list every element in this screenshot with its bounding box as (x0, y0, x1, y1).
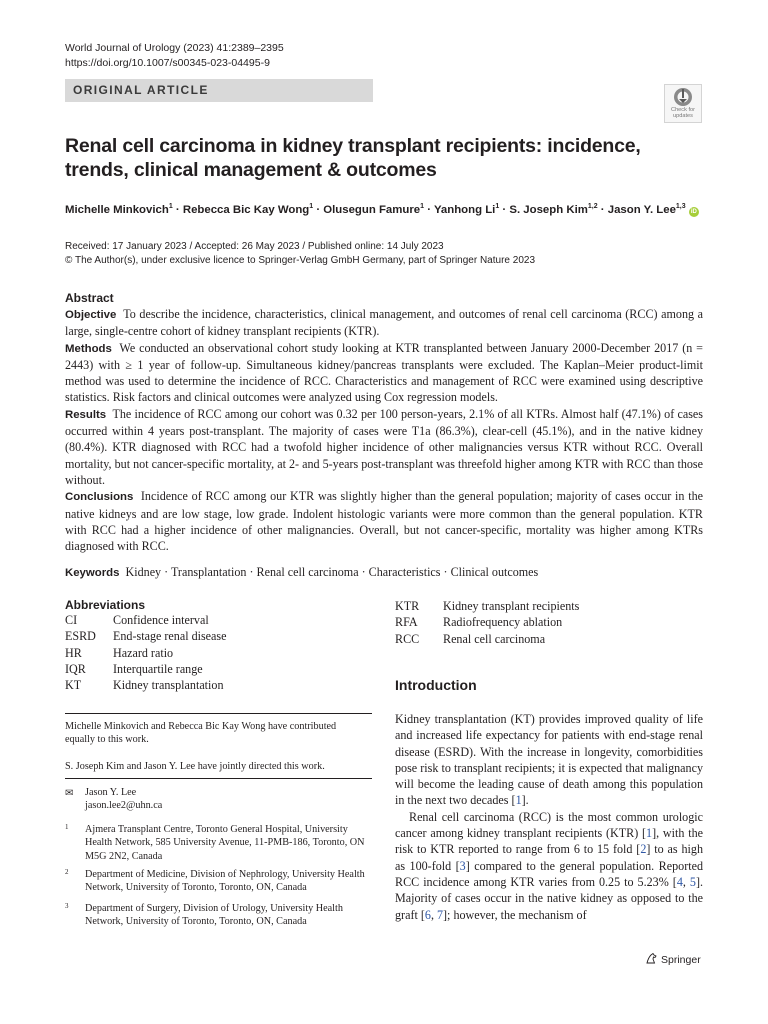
text-run: ]; however, the mechanism of (443, 907, 587, 922)
section-text: The incidence of RCC among our cohort was 0.32 per 100 person-years, 2.1% of all KTRs. Almost half (47.1%) of cases occurred within 4 years post-transplant. The majority of cases were T1a (86.3%), clear-cell (45.1%), and in the native kidney (80.4%). KTR diagnosed with RCC had a twofold higher incidence of other malignancies versus KTR without RCC. Overall mortality, but not cancer-specific mortality, at 2- and 5-years post-transplant was threefold higher among KTR with RCC than those without. (65, 406, 703, 487)
keywords-label: Keywords (65, 567, 120, 579)
section-text: We conducted an observational cohort study looking at KTR transplanted between January 2000-December 2017 (n = 2443) with ≥ 1 year of follow-up. Simultaneous kidney/pancreas transplants were excluded. The Kaplan–Meier product-limit method was used to determine the incidence of RCC. Characteristics and management of RCC were examined using descriptive statistics. Risk factors and clinical outcomes were analyzed using Cox regression models. (65, 340, 703, 405)
definition: End-stage renal disease (113, 629, 227, 644)
orcid-icon[interactable]: iD (690, 208, 697, 215)
affiliation (65, 868, 365, 895)
abstract-results (65, 406, 703, 488)
abbreviation-row (65, 628, 227, 644)
affiliation-number: 2 (65, 868, 69, 876)
introduction-body (395, 711, 703, 923)
author-name[interactable]: Rebecca Bic Kay Wong (182, 203, 310, 216)
abbreviation-row (65, 661, 227, 677)
author-affiliation: 1,3 (675, 203, 686, 210)
check-for-updates-badge[interactable] (664, 84, 702, 123)
text-run: ], with the risk to KTR reported to range from 6 to 15 fold [ (395, 826, 703, 857)
abstract-methods (65, 340, 703, 406)
citation-link[interactable]: 7 (436, 907, 444, 922)
paragraph (395, 809, 703, 923)
text-run: Renal cell carcinoma (RCC) is the most common urologic cancer among kidney transplant recipients (KTR) [ (395, 809, 703, 841)
affiliation-number: 1 (65, 823, 69, 831)
author-name[interactable]: Olusegun Famure (323, 203, 421, 216)
affiliation-number: 3 (65, 902, 69, 910)
abbreviations-heading: Abbreviations (65, 598, 146, 612)
badge-line-1: Check for (671, 107, 695, 113)
author-affiliation: 1 (495, 203, 500, 210)
abbreviation: RCC (395, 631, 420, 646)
author-affiliation: 1 (420, 203, 425, 210)
section-label: Conclusions (65, 491, 134, 504)
text-run: ]. (521, 793, 529, 808)
citation-link[interactable]: 5 (689, 874, 696, 889)
author-name[interactable]: Michelle Minkovich (65, 203, 169, 216)
publisher-name: Springer (661, 954, 701, 966)
author-name[interactable]: S. Joseph Kim (509, 203, 588, 216)
text-run: Kidney transplantation (KT) provides improved quality of life and increased life expectancy for patients with end-stage renal disease (ESRD). With the increase in longevity, comorbidities pose risk to transplant recipients; it is expected that malignancy will become the leading cause of death among this population in the next two decades [ (395, 712, 703, 808)
abbreviation: RFA (395, 615, 418, 630)
citation-link[interactable]: 1 (515, 793, 522, 808)
springer-horse-icon (645, 952, 658, 965)
publication-dates (65, 240, 535, 268)
abbreviations-table (395, 598, 579, 647)
citation-link[interactable]: 1 (646, 826, 653, 841)
corresponding-name: Jason Y. Lee (85, 787, 137, 798)
affiliation-text: Department of Surgery, Division of Urology, University Health Network, University of Toronto, Toronto, ON, Canada (85, 903, 343, 928)
citation-link[interactable]: 6 (424, 907, 431, 922)
citation-link[interactable]: 4 (676, 874, 683, 889)
footnote-divider (65, 713, 372, 714)
corresponding-email[interactable]: jason.lee2@uhn.ca (85, 800, 163, 812)
definition: Kidney transplantation (113, 678, 224, 693)
definition: Hazard ratio (113, 645, 174, 660)
direction-note: S. Joseph Kim and Jason Y. Lee have jointly directed this work. (65, 761, 325, 772)
corresponding-author (65, 786, 365, 813)
badge-line-2: updates (673, 113, 693, 119)
section-text: Incidence of RCC among our KTR was slightly higher than the general population; majority of cases occur in the native kidneys and are low stage, low grade. Indolent histologic variants were more common than the general population. KTR with RCC had a higher incidence of other malignancies. Overall, but not cancer-specific, mortality was higher among KTRs diagnosed with RCC. (65, 489, 703, 554)
text-run: ] compared to the general population. Reported RCC incidence among KTR varies from 0.25 to 5.23% [ (395, 858, 703, 889)
affiliation-text: Ajmera Transplant Centre, Toronto General Hospital, University Health Network, 585 University Avenue, 11-PMB-186, Toronto, ON M5G 2N2, Canada (85, 824, 365, 862)
abstract-heading: Abstract (65, 291, 114, 305)
definition: Confidence interval (113, 613, 209, 627)
author-affiliation: 1,2 (587, 203, 598, 210)
publisher-footer (645, 952, 701, 966)
citation-link[interactable]: 2 (640, 842, 647, 857)
introduction-heading: Introduction (395, 677, 477, 693)
affiliation (65, 823, 365, 863)
abbreviations-right (395, 598, 579, 647)
contribution-note: Michelle Minkovich and Rebecca Bic Kay Wong have contributed equally to this work. (65, 721, 337, 746)
author-name[interactable]: Jason Y. Lee (607, 203, 676, 216)
text-run: , (682, 874, 690, 889)
journal-header (65, 41, 284, 71)
abbreviation: ESRD (65, 629, 96, 644)
abbreviation: KTR (395, 599, 420, 613)
keywords-text: Kidney · Transplantation · Renal cell carcinoma · Characteristics · Clinical outcomes (125, 565, 539, 579)
abbreviations-table (65, 612, 227, 693)
definition: Renal cell carcinoma (443, 631, 546, 646)
abstract-objective (65, 306, 703, 340)
abbreviation-row (395, 631, 579, 647)
paragraph (395, 711, 703, 809)
doi-link[interactable]: https://doi.org/10.1007/s00345-023-04495-9 (65, 57, 270, 69)
definition: Kidney transplant recipients (443, 599, 580, 613)
abbreviation: IQR (65, 661, 86, 676)
footnote-divider (65, 778, 372, 779)
abbreviation: KT (65, 678, 82, 693)
abbreviation: HR (65, 645, 82, 660)
author-affiliation: 1 (309, 203, 314, 210)
section-text: To describe the incidence, characteristics, clinical management, and outcomes of renal cell carcinoma (RCC) among a large, single-centre cohort of kidney transplant recipients (KTR). (65, 307, 703, 339)
update-icon (673, 87, 693, 107)
abbreviation-row (65, 677, 227, 693)
abstract-conclusions (65, 488, 703, 554)
abbreviation: CI (65, 613, 78, 627)
text-run: ] to as high as 100-fold [ (395, 842, 703, 873)
date-history: Received: 17 January 2023 / Accepted: 26 May 2023 / Published online: 14 July 2023 (65, 241, 444, 252)
article-title: Renal cell carcinoma in kidney transplant recipients: incidence, trends, clinical management & outcomes (65, 135, 641, 181)
article-type-label: ORIGINAL ARTICLE (73, 83, 209, 97)
section-label: Results (65, 408, 107, 421)
keywords-line (65, 565, 705, 580)
abbreviation-row (65, 645, 227, 661)
author-list: Michelle Minkovich$^1$ · Rebecca Bic Kay Wong$^1$ · Olusegun Famure$^1$ · Yanhong $Li^1 \cdot S$. Joseph Kim$^{1,2}$ · Jason Y. Lee$^{1,3}$ iD (65, 203, 697, 216)
definition: Radiofrequency ablation (443, 615, 563, 630)
envelope-icon: ✉ (65, 788, 74, 799)
text-run: , (430, 907, 437, 922)
author-affiliation: 1 (168, 203, 173, 210)
author-name[interactable]: Yanhong Li (433, 203, 496, 216)
affiliation-text: Department of Medicine, Division of Nephrology, University Health Network, University of Toronto, Toronto, ON, Canada (85, 869, 365, 894)
article-type-banner (65, 79, 373, 102)
section-label: Objective (65, 309, 117, 321)
affiliation (65, 902, 365, 929)
definition: Interquartile range (113, 661, 203, 676)
abbreviation-row (65, 612, 227, 628)
text-run: ]. Majority of cases occur in the native kidney as opposed to the graft [ (395, 874, 704, 922)
abbreviations-left (65, 598, 227, 693)
abbreviation-row (395, 614, 579, 630)
journal-citation: World Journal of Urology (2023) 41:2389–2395 (65, 42, 284, 54)
abstract-block (65, 290, 703, 554)
abbreviation-row (395, 598, 579, 614)
section-label: Methods (65, 342, 112, 355)
citation-link[interactable]: 3 (459, 858, 466, 873)
copyright-line: © The Author(s), under exclusive licence to Springer-Verlag GmbH Germany, part of Springer Nature 2023 (65, 255, 535, 266)
